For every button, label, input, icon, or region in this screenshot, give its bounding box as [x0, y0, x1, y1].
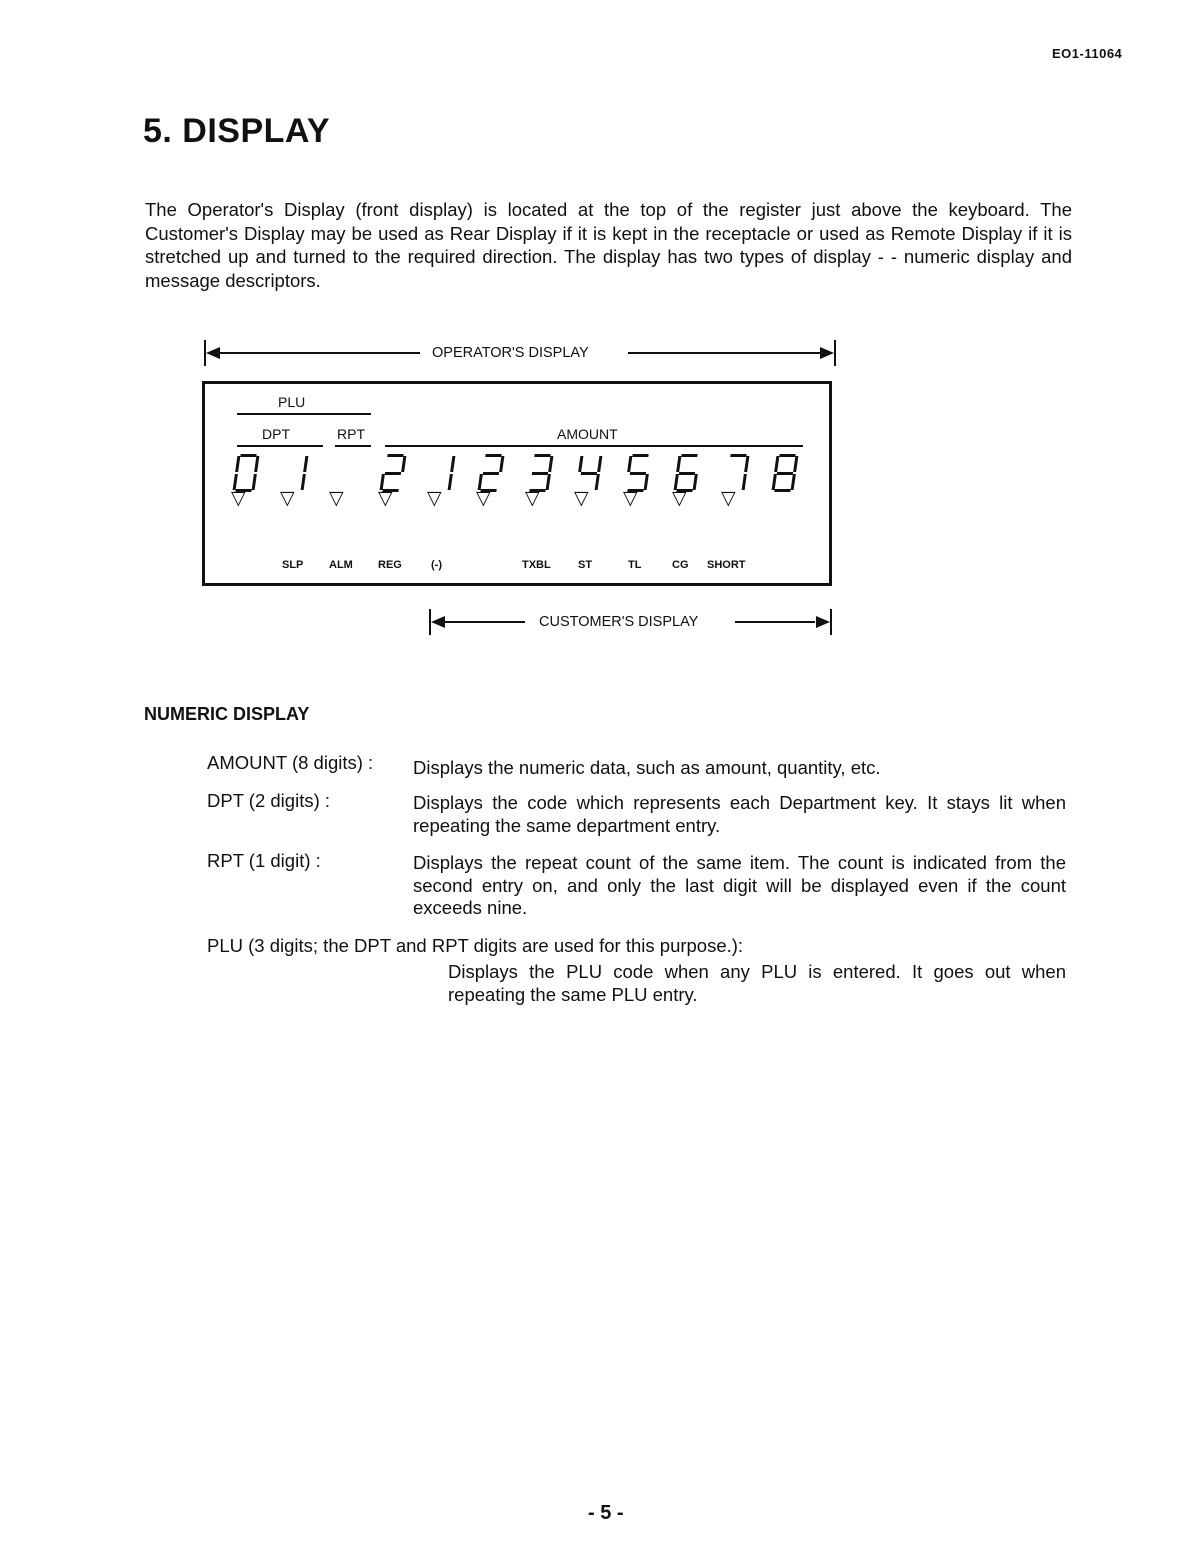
descriptor-0: SLP	[282, 559, 304, 571]
segment-a	[779, 454, 795, 457]
descriptor-6: TL	[628, 559, 642, 571]
plu-label: PLU	[278, 394, 306, 410]
segment-c	[693, 474, 698, 490]
segment-b	[597, 456, 602, 472]
descriptor-7: CG	[672, 559, 689, 571]
indicator-triangle-icon: ▽	[427, 488, 442, 509]
digit-7	[624, 454, 651, 492]
dpt-label: DPT	[262, 426, 290, 442]
indicator-triangle-icon: ▽	[574, 488, 589, 509]
segment-g	[777, 472, 793, 475]
document-id: EO1-11064	[1052, 46, 1123, 61]
digit-10	[771, 454, 798, 492]
display-panel	[202, 381, 832, 586]
digit-3	[428, 454, 455, 492]
arrow-right-icon	[816, 616, 830, 628]
segment-g	[532, 472, 548, 475]
segment-b	[548, 456, 553, 472]
segment-e	[772, 474, 777, 490]
descriptor-4: TXBL	[522, 559, 551, 571]
arrow-right-icon	[820, 347, 834, 359]
page-number: - 5 -	[588, 1502, 624, 1524]
plu-term: PLU (3 digits; the DPT and RPT digits are used for this purpose.):	[207, 935, 744, 956]
display-diagram	[200, 330, 840, 655]
segment-g	[385, 472, 401, 475]
segment-a	[681, 454, 697, 457]
digit-0	[232, 454, 259, 492]
rpt-label: RPT	[337, 426, 365, 442]
rpt-term: RPT (1 digit) :	[207, 850, 321, 871]
segment-b	[401, 456, 406, 472]
segment-d	[774, 489, 790, 492]
segment-g	[679, 472, 695, 475]
segment-c	[448, 474, 453, 490]
descriptor-1: ALM	[329, 559, 353, 571]
segment-b	[450, 456, 455, 472]
section-title: 5. DISPLAY	[143, 112, 331, 150]
amount-underline	[385, 445, 803, 447]
indicator-triangle-icon: ▽	[476, 488, 491, 509]
indicator-triangle-icon: ▽	[525, 488, 540, 509]
rpt-description: Displays the repeat count of the same item. The count is indicated from the second entry on, and only the last digit will be displayed even if the count exceeds nine.	[413, 852, 1066, 918]
segment-b	[744, 456, 749, 472]
segment-b	[793, 456, 798, 472]
segment-f	[676, 456, 681, 472]
segment-f	[235, 456, 240, 472]
segment-c	[252, 474, 257, 490]
indicator-triangle-icon: ▽	[280, 488, 295, 509]
segment-c	[301, 474, 306, 490]
digit-9	[722, 454, 749, 492]
amount-label: AMOUNT	[557, 426, 618, 442]
segment-b	[254, 456, 259, 472]
descriptor-8: SHORT	[707, 559, 746, 571]
descriptor-3: (-)	[431, 559, 442, 571]
segment-c	[742, 474, 747, 490]
numeric-display-heading: NUMERIC DISPLAY	[144, 704, 310, 724]
dpt-term: DPT (2 digits) :	[207, 790, 331, 811]
operators-display-dimension	[204, 340, 836, 366]
operators-display-label: OPERATOR'S DISPLAY	[432, 345, 589, 361]
digit-2	[379, 454, 406, 492]
segment-c	[791, 474, 796, 490]
indicator-triangle-icon: ▽	[231, 488, 246, 509]
segment-g	[483, 472, 499, 475]
segment-c	[595, 474, 600, 490]
digit-5	[526, 454, 553, 492]
segment-c	[644, 474, 649, 490]
segment-f	[578, 456, 583, 472]
indicator-triangle-icon: ▽	[378, 488, 393, 509]
amount-description: Displays the numeric data, such as amount, quantity, etc.	[413, 757, 881, 778]
segment-a	[240, 454, 256, 457]
segment-a	[387, 454, 403, 457]
customers-display-label: CUSTOMER'S DISPLAY	[539, 614, 699, 630]
plu-description: Displays the PLU code when any PLU is entered. It goes out when repeating the same PLU entry.	[448, 961, 1066, 1005]
segment-c	[546, 474, 551, 490]
dpt-underline	[237, 445, 323, 447]
indicator-triangle-icon: ▽	[623, 488, 638, 509]
indicator-triangle-icon: ▽	[329, 488, 344, 509]
segment-g	[630, 472, 646, 475]
digit-4	[477, 454, 504, 492]
customers-display-dimension	[429, 609, 832, 635]
digit-6	[575, 454, 602, 492]
digit-8	[673, 454, 700, 492]
descriptor-5: ST	[578, 559, 593, 571]
indicator-triangle-icon: ▽	[721, 488, 736, 509]
segment-a	[730, 454, 746, 457]
segment-a	[534, 454, 550, 457]
amount-term: AMOUNT (8 digits) :	[207, 752, 374, 773]
segment-f	[774, 456, 779, 472]
segment-f	[627, 456, 632, 472]
segment-a	[632, 454, 648, 457]
descriptor-2: REG	[378, 559, 402, 571]
segment-a	[485, 454, 501, 457]
rpt-underline	[335, 445, 371, 447]
segment-b	[303, 456, 308, 472]
intro-paragraph: The Operator's Display (front display) is located at the top of the register just above the keyboard. The Customer's Display may be used as Rear Display if it is kept in the receptacle or used as Remote Display if it is stretched up and turned to the required direction. The display has two types of display - - numeric display and message descriptors.	[145, 199, 1072, 291]
segment-g	[581, 472, 597, 475]
plu-underline	[237, 413, 371, 415]
indicator-triangle-icon: ▽	[672, 488, 687, 509]
digit-1	[281, 454, 308, 492]
segment-b	[499, 456, 504, 472]
dpt-description: Displays the code which represents each Department key. It stays lit when repeating the same department entry.	[413, 792, 1066, 836]
